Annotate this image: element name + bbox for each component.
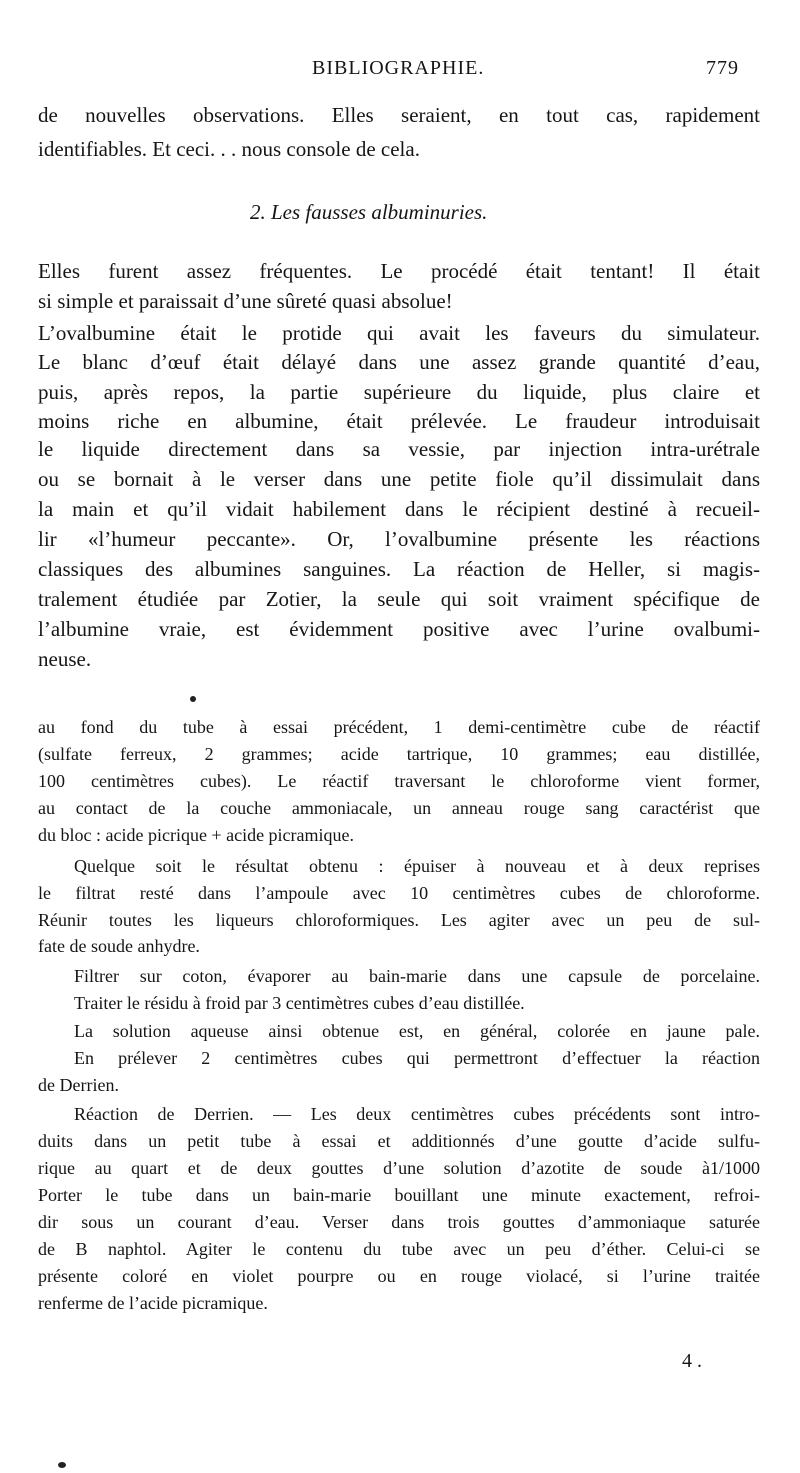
text-line: puis, après repos, la partie supérieure du liquide, plus claire et [38,380,760,404]
text-line: Le blanc d’œuf était délayé dans une assez grande quantité d’eau, [38,350,760,374]
text-line: la main et qu’il vidait habilement dans le récipient destiné à recueil- [38,497,760,521]
text-line: ou se bornait à le verser dans une petite fiole qu’il dissimulait dans [38,467,760,491]
text-line: La solution aqueuse ainsi obtenue est, en général, colorée en jaune pale. [74,1021,760,1041]
text-line: 100 centimètres cubes). Le réactif traversant le chloroforme vient former, [38,771,760,791]
text-line: (sulfate ferreux, 2 grammes; acide tartrique, 10 grammes; eau distillée, [38,744,760,764]
text-line: neuse. [38,647,92,671]
text-line: moins riche en albumine, était prélevée. Le fraudeur introduisait [38,409,760,433]
text-line: Réaction de Derrien. — Les deux centimètres cubes précédents sont intro- [74,1104,760,1124]
text-line: lir «l’humeur peccante». Or, l’ovalbumine présente les réactions [38,527,760,551]
ink-dot [58,1462,66,1468]
text-line: de nouvelles observations. Elles seraient, en tout cas, rapidement [38,103,760,127]
text-line: rique au quart et de deux gouttes d’une solution d’azotite de soude à1/1000 [38,1158,760,1178]
text-line: En prélever 2 centimètres cubes qui permettront d’effectuer la réaction [74,1048,760,1068]
text-line: au contact de la couche ammoniacale, un anneau rouge sang caractérist que [38,798,760,818]
text-line: Réunir toutes les liqueurs chloroformiques. Les agiter avec un peu de sul- [38,910,760,930]
text-line: présente coloré en violet pourpre ou en rouge violacé, si l’urine traitée [38,1266,760,1286]
text-line: Traiter le résidu à froid par 3 centimètres cubes d’eau distillée. [74,993,525,1013]
section-heading: 2. Les fausses albuminuries. [250,200,488,224]
text-line: Filtrer sur coton, évaporer au bain-marie dans une capsule de porcelaine. [74,966,760,986]
text-line: le filtrat resté dans l’ampoule avec 10 centimètres cubes de chloroforme. [38,883,760,903]
text-line: Quelque soit le résultat obtenu : épuiser à nouveau et à deux reprises [74,856,760,876]
signature-mark: 4 . [682,1350,702,1372]
text-line: Porter le tube dans un bain-marie bouillant une minute exactement, refroi- [38,1185,760,1205]
running-header-title: BIBLIOGRAPHIE. [312,57,485,79]
text-line: identifiables. Et ceci. . . nous console de cela. [38,137,420,161]
text-line: L’ovalbumine était le protide qui avait les faveurs du simulateur. [38,321,760,345]
text-line: fate de soude anhydre. [38,936,200,956]
text-line: du bloc : acide picrique + acide picramique. [38,825,355,845]
text-line: le liquide directement dans sa vessie, par injection intra-urétrale [38,437,760,461]
text-line: Elles furent assez fréquentes. Le procédé était tentant! Il était [38,259,760,283]
text-line: de Derrien. [38,1075,119,1095]
page-number: 779 [706,57,739,79]
text-line: renferme de l’acide picramique. [38,1293,268,1313]
text-line: classiques des albumines sanguines. La réaction de Heller, si magis- [38,557,760,581]
ink-dot [190,696,196,702]
text-line: au fond du tube à essai précédent, 1 demi-centimètre cube de réactif [38,717,760,737]
text-line: si simple et paraissait d’une sûreté quasi absolue! [38,289,453,313]
text-line: dir sous un courant d’eau. Verser dans trois gouttes d’ammoniaque saturée [38,1212,760,1232]
text-line: l’albumine vraie, est évidemment positive avec l’urine ovalbumi- [38,617,760,641]
text-line: de B naphtol. Agiter le contenu du tube avec un peu d’éther. Celui-ci se [38,1239,760,1259]
text-line: duits dans un petit tube à essai et additionnés d’une goutte d’acide sulfu- [38,1131,760,1151]
text-line: tralement étudiée par Zotier, la seule qui soit vraiment spécifique de [38,587,760,611]
